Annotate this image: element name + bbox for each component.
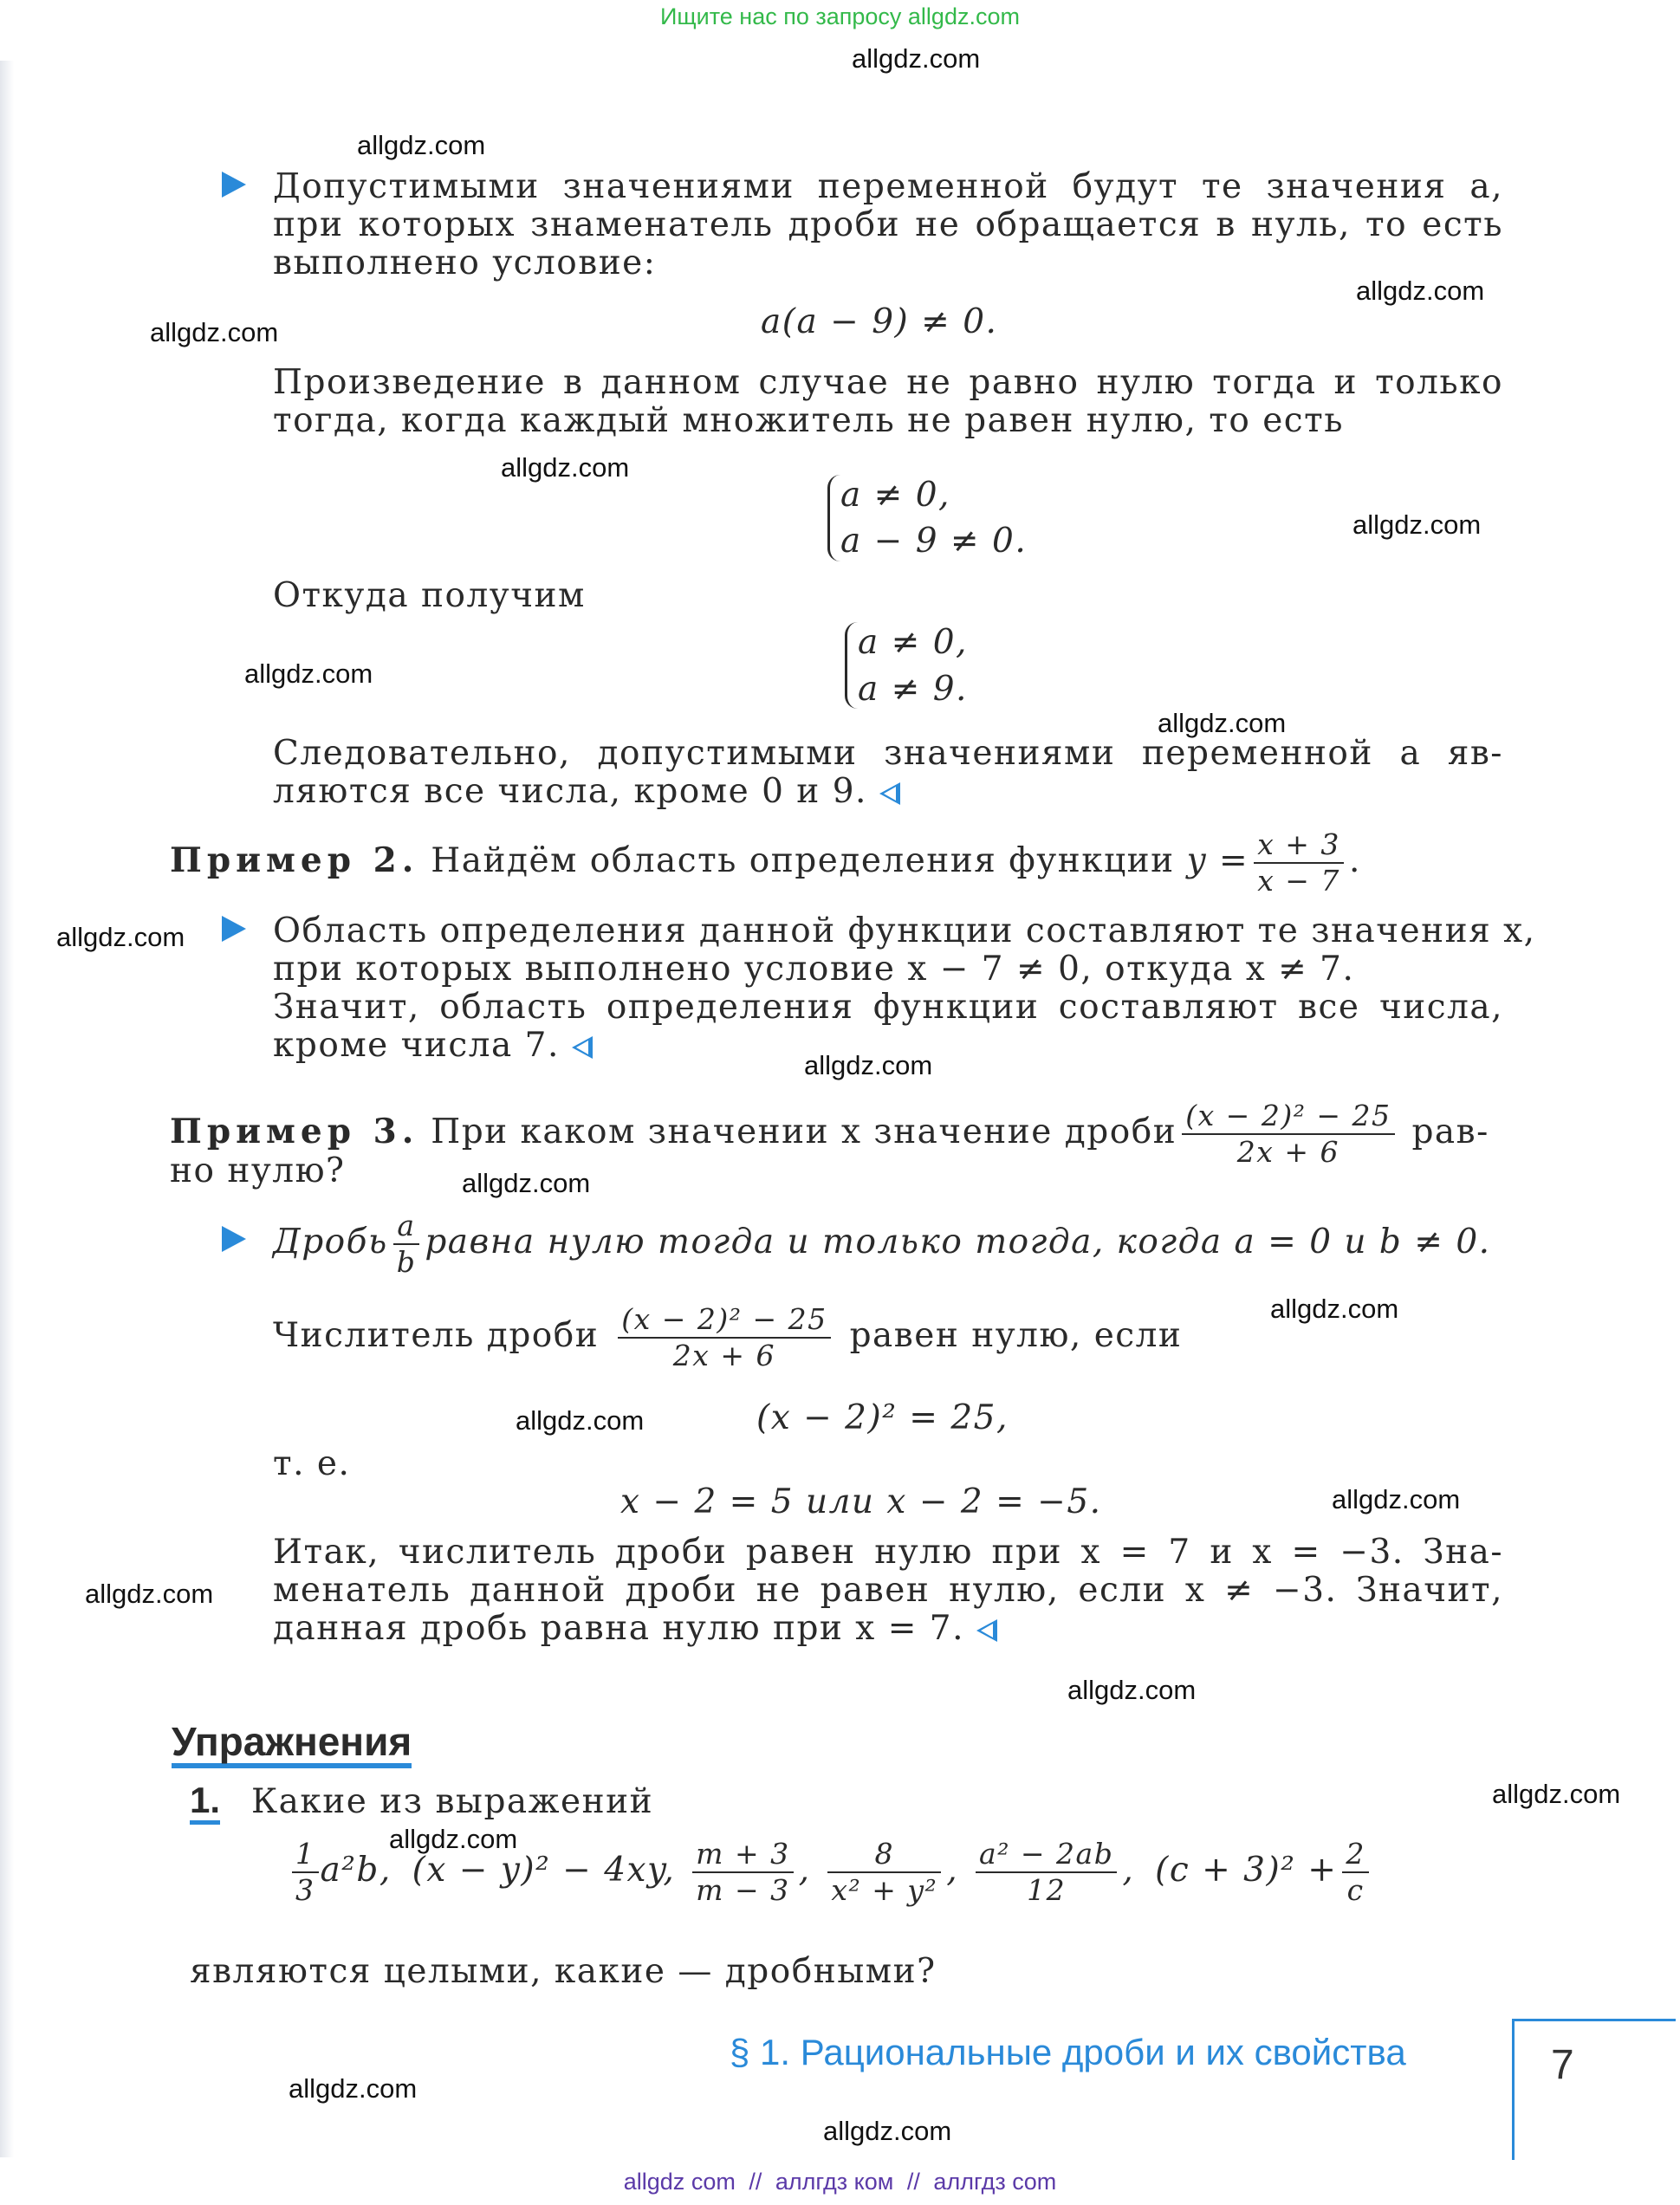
paragraph-line: Итак, числитель дроби равен нулю при x = 7 и x = −3. Зна- (273, 1533, 1503, 1572)
fraction-numerator: x + 3 (1254, 827, 1344, 864)
system-row: a ≠ 9. (858, 670, 968, 709)
end-of-solution-icon (879, 782, 900, 805)
search-hint[interactable]: Ищите нас по запросу allgdz.com (660, 3, 1020, 29)
watermark: allgdz.com (852, 43, 981, 74)
function-y: y = (1186, 841, 1249, 880)
paragraph-text: кроме числа 7. (273, 1026, 560, 1065)
expression: (c + 3)² + (1155, 1851, 1338, 1890)
fraction-denominator: c (1346, 1873, 1365, 1907)
watermark: allgdz.com (389, 1824, 518, 1854)
system-brace (827, 475, 840, 561)
system-row: a − 9 ≠ 0. (840, 522, 1028, 561)
rule-fraction (393, 1209, 420, 1280)
watermark: allgdz.com (1158, 708, 1287, 738)
bottom-link[interactable]: аллгдз ком (775, 2169, 894, 2195)
paragraph-line: при которых знаменатель дроби не обращается в нуль, то есть (273, 205, 1503, 244)
watermark: allgdz.com (1332, 1484, 1461, 1514)
paragraph-text: равен нулю, если (849, 1316, 1183, 1355)
end-of-solution-icon (572, 1036, 593, 1059)
equation: a(a − 9) ≠ 0. (761, 302, 998, 341)
expression-fraction (292, 1837, 319, 1908)
numerator-line (273, 1302, 1182, 1373)
rule-text: Дробь (273, 1222, 388, 1261)
paragraph-line: Допустимыми значениями переменной будут те значения a, (273, 167, 1503, 206)
exercise-question: Какие из выражений (251, 1782, 654, 1821)
paragraph-line: Значит, область определения функции составляют все числа, (273, 988, 1503, 1027)
watermark: allgdz.com (150, 317, 279, 347)
page-edge-shadow (0, 61, 14, 2157)
paragraph-line: т. е. (273, 1444, 351, 1483)
watermark: allgdz.com (1352, 509, 1482, 540)
watermark: allgdz.com (357, 130, 486, 160)
end-of-solution-icon (976, 1619, 997, 1642)
watermark: allgdz.com (1356, 276, 1485, 306)
watermark: allgdz.com (289, 2073, 418, 2104)
paragraph-line: Произведение в данном случае не равно нулю тогда и только (273, 363, 1503, 402)
fraction-denominator: 2x + 6 (672, 1339, 776, 1372)
fraction-numerator: 8 (827, 1837, 941, 1873)
paragraph-line: при которых выполнено условие x − 7 ≠ 0, откуда x ≠ 7. (273, 950, 1355, 989)
link-separator: // (749, 2169, 762, 2195)
paragraph-text: Числитель дроби (273, 1316, 600, 1355)
fraction-numerator: a² − 2ab (976, 1837, 1117, 1873)
fraction-numerator: m + 3 (692, 1837, 793, 1873)
fraction-denominator: 2x + 6 (1236, 1135, 1339, 1169)
system-brace (845, 622, 858, 709)
paragraph-text: данная дробь равна нулю при x = 7. (273, 1609, 964, 1648)
example-text: При каком значении x значение дроби (431, 1112, 1177, 1151)
exercise-number: 1. (190, 1780, 220, 1825)
example-label: Пример 2. (170, 840, 419, 880)
page-number-frame (1512, 2019, 1676, 2160)
system-row: a ≠ 0, (840, 476, 950, 515)
equation: x − 2 = 5 или x − 2 = −5. (620, 1482, 1102, 1521)
bottom-link[interactable]: allgdz com (623, 2169, 736, 2195)
example-text: Найдём область определения функции (431, 841, 1175, 880)
expression-fraction (976, 1837, 1117, 1908)
rule-line (273, 1209, 1491, 1280)
bottom-links (0, 2169, 1680, 2195)
watermark: allgdz.com (1492, 1779, 1621, 1809)
system-row: a ≠ 0, (858, 623, 968, 662)
example-label: Пример 3. (170, 1112, 419, 1151)
fraction-denominator: x − 7 (1257, 864, 1340, 898)
inline-fraction (618, 1302, 830, 1373)
fraction-numerator: (x − 2)² − 25 (1182, 1099, 1394, 1135)
fraction-denominator: 3 (295, 1873, 315, 1907)
exercise-closing: являются целыми, какие — дробными? (190, 1952, 937, 1991)
equation: (x − 2)² = 25, (756, 1398, 1009, 1437)
rule-text: равна нулю тогда и только тогда, когда a = 0 и b ≠ 0. (425, 1222, 1491, 1261)
bottom-link[interactable]: аллгдз com (933, 2169, 1057, 2195)
expression-list: $\frac{1}{3}$ a²b, (x − y)² − 4xy, $\frac{m + 3}{m - 3}$ , $\frac{8}{\text{x² + y²}}$ , $\frac{\text{a² − 2ab}}{12}$ , (c + 3)² + $\frac{2}{c}$ (290, 1837, 1374, 1908)
page-number: 7 (1551, 2042, 1574, 2088)
paragraph-line: менатель данной дроби не равен нулю, если x ≠ −3. Значит, (273, 1571, 1503, 1610)
watermark: allgdz.com (1067, 1675, 1197, 1705)
running-footer-section: § 1. Рациональные дроби и их свойства (730, 2032, 1406, 2072)
watermark: allgdz.com (823, 2116, 952, 2146)
fraction-numerator: a (393, 1209, 420, 1245)
watermark: allgdz.com (85, 1579, 214, 1609)
fraction-numerator: 2 (1342, 1837, 1369, 1873)
expression-fraction (827, 1837, 941, 1908)
watermark: allgdz.com (516, 1405, 645, 1436)
paragraph-text: ляются все числа, кроме 0 и 9. (273, 772, 867, 811)
watermark: allgdz.com (462, 1168, 591, 1198)
example-heading (170, 1099, 1504, 1170)
paragraph-line-with-endmark (273, 773, 900, 811)
paragraph-line: тогда, когда каждый множитель не равен нулю, то есть (273, 401, 1344, 440)
expression-fraction (692, 1837, 793, 1908)
expression: a²b, (320, 1851, 392, 1890)
fraction-denominator: m − 3 (696, 1873, 790, 1907)
function-fraction (1254, 827, 1344, 898)
link-separator: // (906, 2169, 920, 2195)
paragraph-line-with-endmark (273, 1610, 997, 1648)
watermark: allgdz.com (501, 452, 630, 483)
fraction-numerator: 1 (292, 1837, 319, 1873)
example-heading: Пример 2. Найдём область определения функции y = $\frac{x + 3}{x - 7}$ . (170, 827, 1361, 898)
expression-fraction (1342, 1837, 1369, 1908)
paragraph-line: Следовательно, допустимыми значениями переменной a яв- (273, 734, 1503, 773)
expression: (x − y)² − 4xy, (412, 1851, 676, 1890)
paragraph-line-with-endmark (273, 1027, 593, 1065)
solution-arrow-icon (222, 1226, 246, 1252)
paragraph-line: Область определения данной функции составляют те значения x, (273, 911, 1536, 950)
fraction-denominator: b (396, 1245, 417, 1279)
paragraph-line: но нулю? (170, 1151, 346, 1190)
solution-arrow-icon (222, 916, 246, 942)
solution-arrow-icon (222, 172, 246, 198)
section-heading: Упражнения (172, 1720, 412, 1768)
paragraph-line: Откуда получим (273, 576, 586, 615)
paragraph-line: выполнено условие: (273, 243, 657, 282)
fraction-denominator: 12 (1027, 1873, 1067, 1907)
fraction-numerator: (x − 2)² − 25 (618, 1302, 830, 1339)
watermark: allgdz.com (56, 922, 185, 952)
example-fraction (1182, 1099, 1394, 1170)
watermark: allgdz.com (1270, 1294, 1399, 1324)
watermark: allgdz.com (244, 658, 373, 689)
fraction-denominator: x² + y² (831, 1873, 938, 1907)
watermark: allgdz.com (804, 1050, 933, 1080)
hyphen-tail: рав- (1411, 1112, 1489, 1151)
